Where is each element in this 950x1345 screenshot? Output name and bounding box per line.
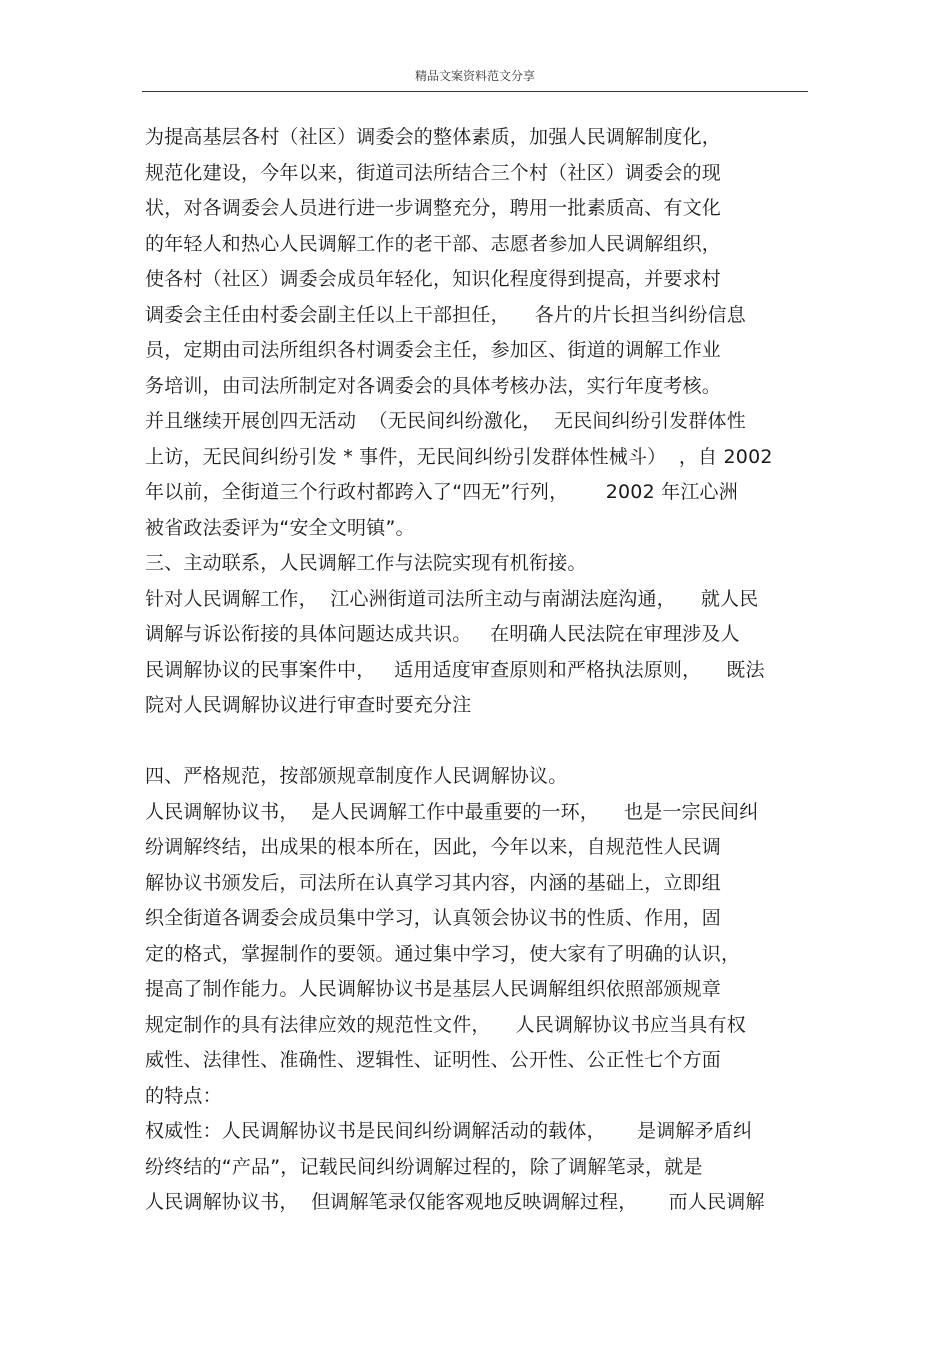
section-heading-4: 四、严格规范，按部颁规章制度作人民调解协议。: [145, 765, 568, 787]
body-line: 权威性：人民调解协议书是民间纠纷调解活动的载体， 是调解矛盾纠: [145, 1120, 753, 1142]
body-line: 使各村（社区）调委会成员年轻化，知识化程度得到提高，并要求村: [145, 268, 722, 290]
body-line: 解协议书颁发后，司法所在认真学习其内容，内涵的基础上，立即组: [145, 871, 722, 894]
blank-line: [145, 724, 815, 760]
body-line: 的特点：: [145, 1084, 222, 1107]
body-line: 定的格式，掌握制作的要领。通过集中学习，使大家有了明确的认识，: [145, 942, 741, 965]
body-line: 织全街道各调委会成员集中学习，认真领会协议书的性质、作用，固: [145, 907, 722, 929]
body-line: 提高了制作能力。人民调解协议书是基层人民调解组织依照部颁规章: [145, 978, 722, 1000]
body-line: 员，定期由司法所组织各村调委会主任，参加区、街道的调解工作业: [145, 339, 722, 361]
body-line: 务培训，由司法所制定对各调委会的具体考核办法，实行年度考核。: [145, 374, 722, 397]
header-divider: [142, 91, 808, 92]
body-line: 状，对各调委会人员进行进一步调整充分，聘用一批素质高、有文化: [145, 197, 722, 219]
body-line: 人民调解协议书， 是人民调解工作中最重要的一环， 也是一宗民间纠: [145, 800, 759, 823]
body-line: 年以前，全街道三个行政村都跨入了“四无”行列， 2002 年江心洲: [145, 481, 738, 503]
body-line: 为提高基层各村（社区）调委会的整体素质，加强人民调解制度化，: [145, 126, 722, 148]
body-line: 规定制作的具有法律应效的规范性文件， 人民调解协议书应当具有权: [145, 1013, 746, 1036]
body-line: 纷调解终结，出成果的根本所在，因此，今年以来，自规范性人民调: [145, 836, 722, 858]
body-line: 的年轻人和热心人民调解工作的老干部、志愿者参加人民调解组织，: [145, 232, 722, 255]
body-line: 调委会主任由村委会副主任以上干部担任， 各片的片长担当纠纷信息: [145, 303, 746, 326]
body-line: 民调解协议的民事案件中， 适用适度审查原则和严格执法原则， 既法: [145, 658, 765, 681]
body-line: 规范化建设，今年以来，街道司法所结合三个村（社区）调委会的现: [145, 161, 722, 184]
body-line: 威性、法律性、准确性、逻辑性、证明性、公开性、公正性七个方面: [145, 1049, 722, 1071]
document-body: [145, 120, 815, 1221]
page-header-title: 精品文案资料范文分享: [414, 69, 535, 83]
body-line: 院对人民调解协议进行审查时要充分注: [145, 694, 472, 716]
section-heading-3: 三、主动联系，人民调解工作与法院实现有机衔接。: [145, 552, 587, 574]
body-line: 并且继续开展创四无活动 （无民间纠纷激化， 无民间纠纷引发群体性: [145, 410, 746, 432]
body-line: 被省政法委评为“安全文明镇”。: [145, 516, 415, 539]
body-line: 上访，无民间纠纷引发 * 事件，无民间纠纷引发群体性械斗） ，自 2002: [145, 445, 773, 468]
body-line: 针对人民调解工作， 江心洲街道司法所主动与南湖法庭沟通， 就人民: [145, 587, 759, 610]
body-line: 调解与诉讼衔接的具体问题达成共识。 在明确人民法院在审理涉及人: [145, 623, 740, 645]
body-line: 人民调解协议书， 但调解笔录仅能客观地反映调解过程， 而人民调解: [145, 1191, 765, 1213]
body-line: 纷终结的“产品”，记载民间纠纷调解过程的，除了调解笔录，就是: [145, 1155, 703, 1178]
